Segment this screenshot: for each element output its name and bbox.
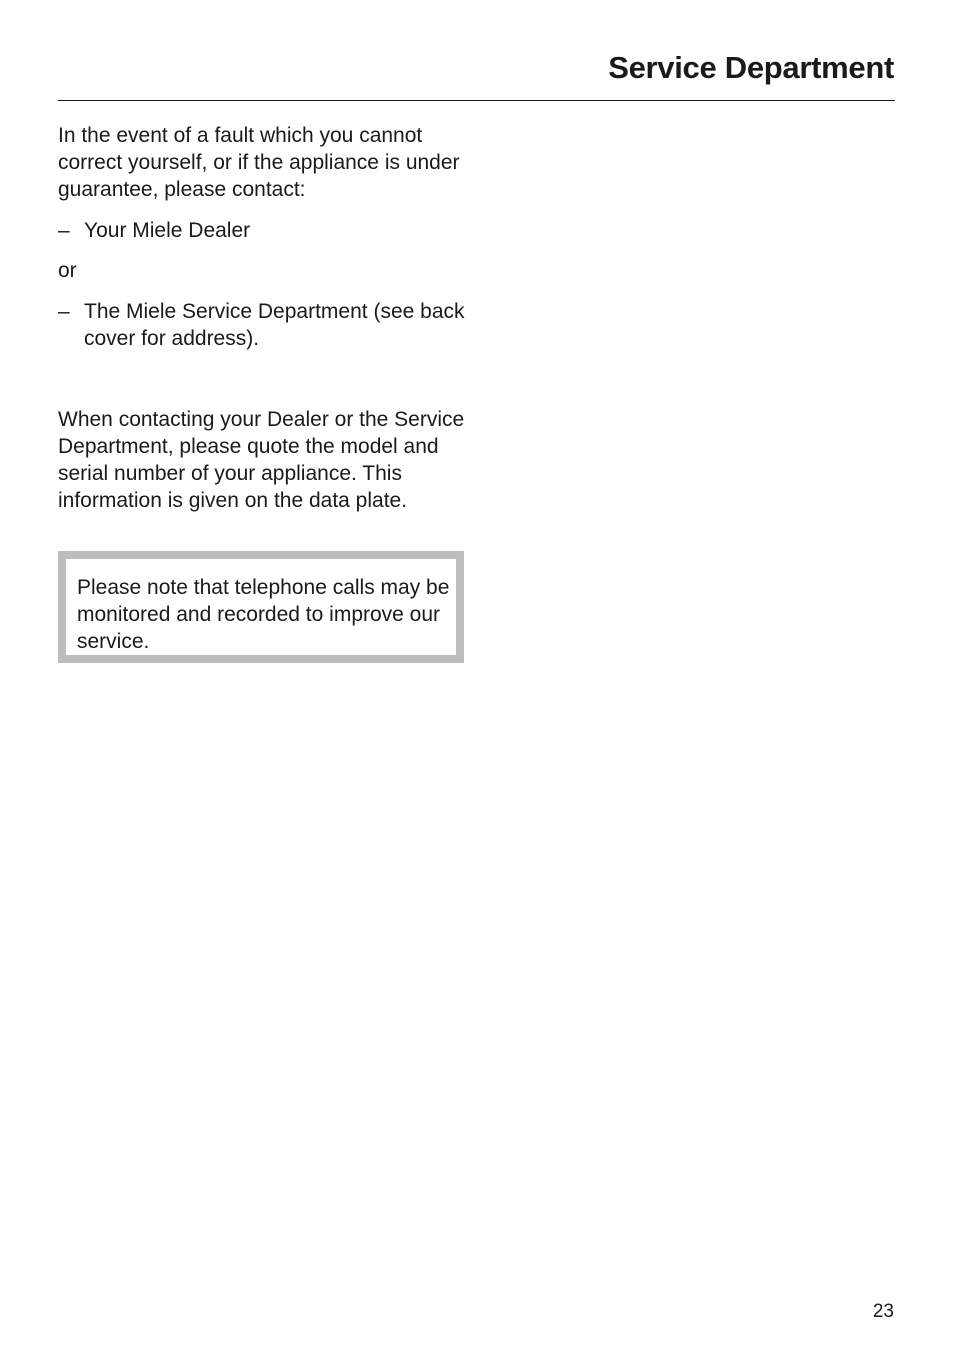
note-box [58, 551, 464, 663]
list-item-dealer-text: Your Miele Dealer [84, 219, 251, 242]
list-dash: – [58, 300, 70, 323]
list-item-service-department-text: The Miele Service Department (see back cover for address). [84, 300, 465, 350]
note-text: Please note that telephone calls may be monitored and recorded to improve our service. [77, 576, 450, 653]
page-title: Service Department [608, 50, 894, 85]
list-item-dealer [58, 217, 468, 244]
page-number: 23 [872, 1301, 894, 1322]
list-dash: – [58, 219, 70, 242]
connector-text: or [58, 259, 77, 282]
title-divider [58, 100, 895, 101]
contact-info-paragraph: When contacting your Dealer or the Service Department, please quote the model and serial number of your appliance. This information is given on the data plate. [58, 408, 465, 512]
main-content [58, 122, 468, 514]
intro-paragraph: In the event of a fault which you cannot correct yourself, or if the appliance is under guarantee, please contact: [58, 124, 460, 201]
list-item-service-department [58, 298, 468, 352]
